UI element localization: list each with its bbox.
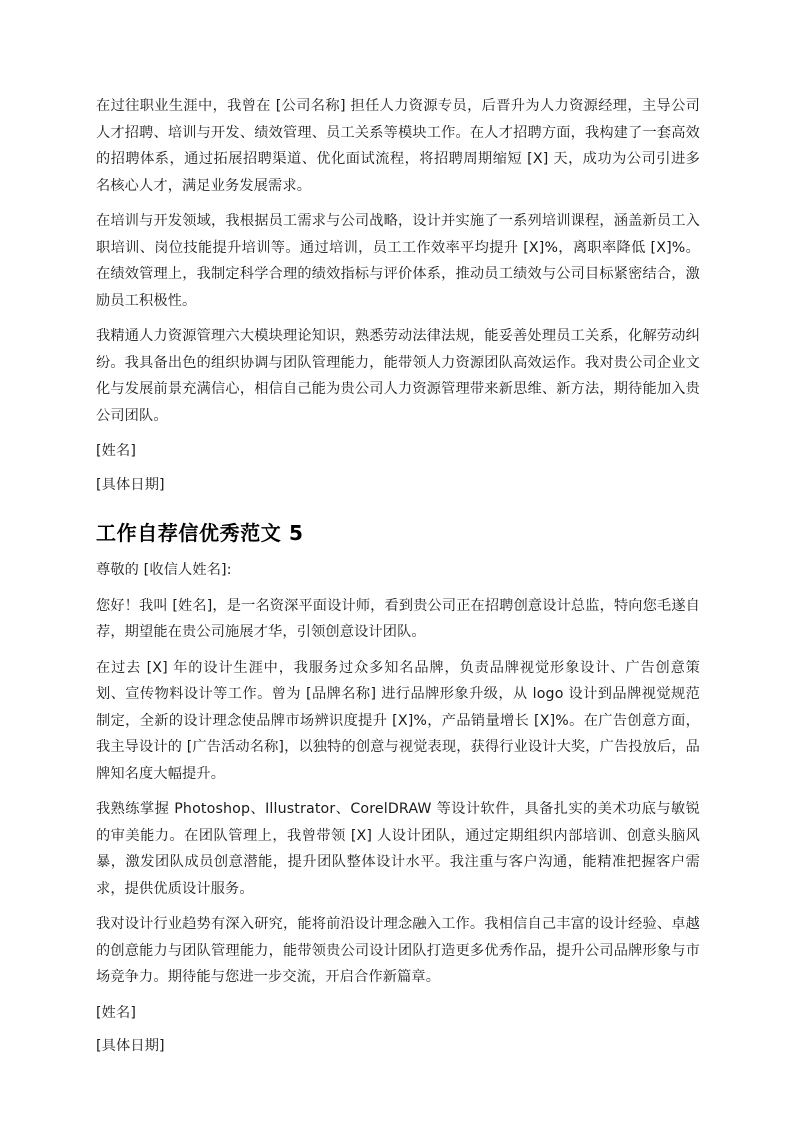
signature-date: [具体日期] — [96, 1038, 165, 1054]
letter-section-5 — [96, 518, 700, 1060]
letter-section-previous — [96, 93, 700, 498]
signature-date: [具体日期] — [96, 476, 165, 493]
document-page — [96, 93, 700, 1067]
signature-name: [姓名] — [96, 443, 137, 459]
body-paragraph: 您好！我叫 [姓名]，是一名资深平面设计师，看到贵公司正在招聘创意设计总监，特向您毛遂自荐，期望能在贵公司施展才华，引领创意设计团队。 — [96, 597, 700, 640]
section-title: 工作自荐信优秀范文 5 — [96, 521, 304, 545]
body-paragraph: 我熟练掌握 Photoshop、Illustrator、CorelDRAW 等设计软件，具备扎实的美术功底与敏锐的审美能力。在团队管理上，我曾带领 [X] 人设计团队，通过定期组织内部培训、创意头脑风暴，激发团队成员创意潜能，提升团队整体设计水平。我注重与客户沟通，能精准把握客户需求，提供优质设计服务。 — [96, 801, 700, 897]
body-paragraph: 我对设计行业趋势有深入研究，能将前沿设计理念融入工作。我相信自己丰富的设计经验、卓越的创意能力与团队管理能力，能带领贵公司设计团队打造更多优秀作品，提升公司品牌形象与市场竞争力。期待能与您进一步交流，开启合作新篇章。 — [96, 916, 700, 985]
body-paragraph: 在过去 [X] 年的设计生涯中，我服务过众多知名品牌，负责品牌视觉形象设计、广告创意策划、宣传物料设计等工作。曾为 [品牌名称] 进行品牌形象升级，从 logo 设计到品牌视觉规范制定，全新的设计理念使品牌市场辨识度提升 [X]%，产品销量增长 [X]%。在广告创意方面，我主导设计的 [广告活动名称]，以独特的创意与视觉表现，获得行业设计大奖，广告投放后，品牌知名度大幅提升。 — [96, 659, 700, 782]
salutation: 尊敬的 [收信人姓名]: — [96, 562, 232, 578]
signature-name: [姓名] — [96, 1004, 137, 1021]
body-paragraph: 在培训与开发领域，我根据员工需求与公司战略，设计并实施了一系列培训课程，涵盖新员工入职培训、岗位技能提升培训等。通过培训，员工工作效率平均提升 [X]%，离职率降低 [X]%。在绩效管理上，我制定科学合理的绩效指标与评价体系，推动员工绩效与公司目标紧密结合，激励员工积极性。 — [96, 213, 700, 309]
body-paragraph: 我精通人力资源管理六大模块理论知识，熟悉劳动法律法规，能妥善处理员工关系，化解劳动纠纷。我具备出色的组织协调与团队管理能力，能带领人力资源团队高效运作。我对贵公司企业文化与发展前景充满信心，相信自己能为贵公司人力资源管理带来新思维、新方法，期待能加入贵公司团队。 — [96, 328, 700, 424]
body-paragraph: 在过往职业生涯中，我曾在 [公司名称] 担任人力资源专员，后晋升为人力资源经理，主导公司人才招聘、培训与开发、绩效管理、员工关系等模块工作。在人才招聘方面，我构建了一套高效的招聘体系，通过拓展招聘渠道、优化面试流程，将招聘周期缩短 [X] 天，成功为公司引进多名核心人才，满足业务发展需求。 — [96, 98, 700, 194]
